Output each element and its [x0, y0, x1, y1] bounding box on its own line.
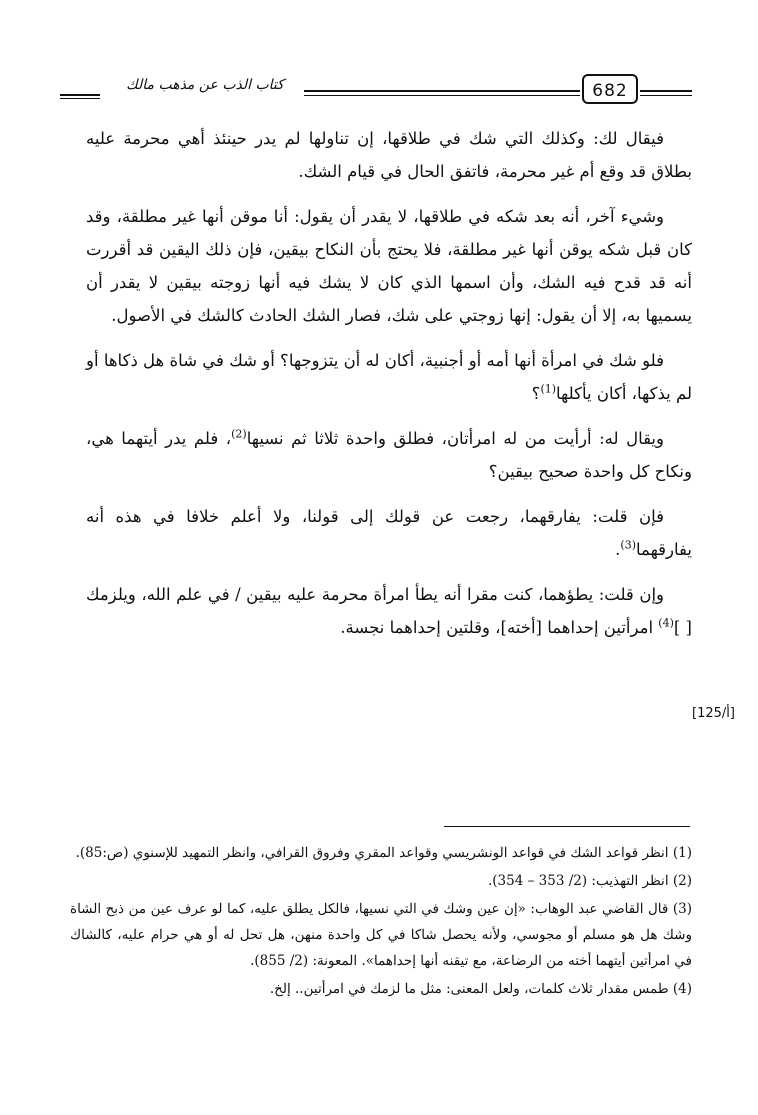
footnote-ref-2[interactable]: (2) — [231, 427, 247, 441]
paragraph-3-tail: ؟ — [531, 384, 541, 403]
page-header — [0, 72, 758, 112]
footnote-ref-4[interactable]: (4) — [658, 616, 674, 630]
main-text — [86, 122, 692, 656]
paragraph-4 — [86, 422, 692, 488]
header-rule-middle-under — [304, 95, 580, 96]
paragraph-1 — [86, 122, 692, 188]
paragraph-6 — [86, 578, 692, 644]
header-rule-middle — [304, 90, 580, 92]
paragraph-5 — [86, 500, 692, 566]
paragraph-6-text: وإن قلت: يطؤهما، كنت مقرا أنه يطأ امرأة محرمة عليه بيقين / في علم الله، ويلزمك [ ] — [86, 585, 692, 637]
running-title: كتاب الذب عن مذهب مالك — [126, 77, 284, 93]
paragraph-3 — [86, 344, 692, 410]
header-rule-left-under — [60, 98, 100, 99]
manuscript-folio-note: [125/أ] — [692, 706, 735, 721]
footnote-3: (3) قال القاضي عبد الوهاب: «إن عين وشك في التي نسيها، فالكل يطلق عليه، كما لو عرف عين من ذبح الشاة وشك هل هو مسلم أو مجوسي، ولأنه يحصل شاكا في كل واحدة منهن، هل تحل له أو هي حرام عليه، كالشاك في امرأتين أيتهما أخته من الرضاعة، مع تيقنه أنها إحداهما». المعونة: (2/ 855). — [70, 901, 692, 969]
paragraph-1-text: فيقال لك: وكذلك التي شك في طلاقها، إن تناولها لم يدر حينئذ أهي محرمة عليه بطلاق قد وقع أم غير محرمة، فاتفق الحال في قيام الشك. — [86, 129, 692, 181]
footnote-2: (2) انظر التهذيب: (2/ 353 – 354). — [487, 873, 692, 889]
footnote-4: (4) طمس مقدار ثلاث كلمات، ولعل المعنى: مثل ما لزمك في امرأتين.. إلخ. — [269, 981, 692, 997]
paragraph-5-text: فإن قلت: يفارقهما، رجعت عن قولك إلى قولنا، ولا أعلم خلافا في هذه أنه يفارقهما — [86, 507, 692, 559]
paragraph-2-text: وشيء آخر، أنه بعد شكه في طلاقها، لا يقدر أن يقول: أنا موقن أنها غير مطلقة، وقد كان قبل شكه يوقن أنها غير مطلقة، فلا يحتج بأن النكاح بيقين، فإن ذلك اليقين قد أقررت أنه قد قدح فيه الشك، وأن اسمها الذي كان لا يشك فيه أنها زوجته بيقين لا يقدر أن يسميها به، إلا أن يقول: إنها زوجتي على شك، فصار الشك الحادث كالشك في الأصول. — [86, 207, 692, 325]
footnote-ref-3[interactable]: (3) — [620, 538, 636, 552]
footnote-ref-1[interactable]: (1) — [540, 382, 557, 396]
paragraph-4-tail: ، فلم يدر أيتهما هي، ونكاح كل واحدة صحيح بيقين؟ — [86, 429, 692, 481]
header-rule-left — [60, 94, 100, 96]
header-rule-right — [640, 90, 692, 92]
paragraph-5-tail: . — [615, 540, 621, 559]
paragraph-2 — [86, 200, 692, 332]
paragraph-4-text: ويقال له: أرأيت من له امرأتان، فطلق واحدة ثلاثا ثم نسيها — [246, 429, 664, 448]
paragraph-3-text: فلو شك في امرأة أنها أمه أو أجنبية، أكان له أن يتزوجها؟ أو شك في شاة هل ذكاها أو لم يذكها، أكان يأكلها — [86, 351, 692, 403]
footnote-separator — [444, 826, 690, 827]
page-number: 682 — [582, 74, 638, 104]
footnote-1: (1) انظر قواعد الشك في قواعد الونشريسي وقواعد المقري وفروق القرافي، وانظر التمهيد للإسنوي (ص:85). — [75, 845, 692, 861]
paragraph-6-tail: امرأتين إحداهما [أخته]، وقلتين إحداهما نجسة. — [340, 618, 659, 637]
header-rule-right-under — [640, 95, 692, 96]
footnotes — [70, 840, 692, 1004]
